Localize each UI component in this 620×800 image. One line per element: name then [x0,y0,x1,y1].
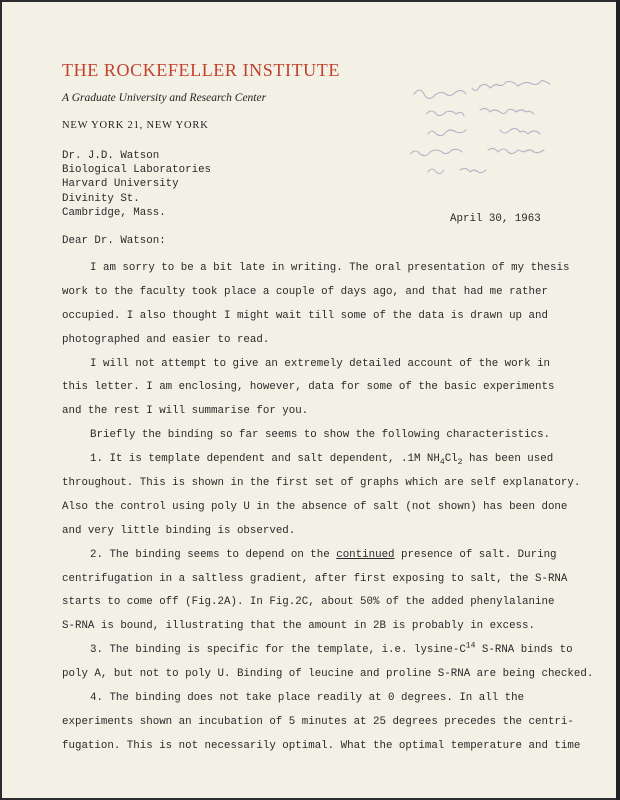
body-line: and very little binding is observed. [62,524,296,537]
subscript: 4 [439,458,445,468]
recipient-address [62,149,211,220]
body-text: 3. The binding is specific for the template, i.e. lysine-C [90,644,466,657]
underlined-word: continued [336,548,395,561]
pencil-annotation [408,80,598,180]
letter-date: April 30, 1963 [450,213,541,225]
recipient-dept: Biological Laboratories [62,164,212,177]
body-line: starts to come off (Fig.2A). In Fig.2C, about 50% of the added phenylalanine [62,596,555,609]
body-line: Briefly the binding so far seems to show the following characteristics. [90,429,551,442]
subscript: 2 [457,458,463,468]
scan-border [616,0,620,800]
body-line: I am sorry to be a bit late in writing. The oral presentation of my thesis [90,262,570,274]
body-line: poly A, but not to poly U. Binding of leucine and proline S-RNA are being checked. [62,668,594,681]
recipient-institution: Harvard University [62,178,179,191]
letter-body [62,261,594,763]
body-text: 2. The binding seems to depend on the [90,548,337,561]
letterhead-subtitle: A Graduate University and Research Center [62,92,267,104]
body-text: 1. It is template dependent and salt dependent, .1M NH [90,453,440,466]
letterhead-city: NEW YORK 21, NEW YORK [62,120,209,131]
body-line: centrifugation in a saltless gradient, after first exposing to salt, the S-RNA [62,572,568,585]
body-line: S-RNA is bound, illustrating that the amount in 2B is probably in excess. [62,620,535,633]
body-line [62,548,562,572]
body-line: occupied. I also thought I might wait till some of the data is drawn up and [62,309,548,322]
body-line: photographed and easier to read. [62,333,270,346]
body-text: has been used [462,453,554,466]
body-line [62,641,573,667]
recipient-city: Cambridge, Mass. [62,206,166,219]
body-line: this letter. I am enclosing, however, data for some of the basic experiments [62,381,555,394]
body-line: throughout. This is shown in the first set of graphs which are self explanatory. [62,477,581,490]
body-text: Cl [444,453,458,466]
body-line: work to the faculty took place a couple of days ago, and that had me rather [62,285,548,298]
letterhead-name: THE ROCKEFELLER INSTITUTE [62,60,340,80]
recipient-name: Dr. J.D. Watson [62,150,160,162]
body-line: experiments shown an incubation of 5 minutes at 25 degrees precedes the centri- [62,715,574,728]
body-line [62,452,562,476]
superscript: 14 [465,641,476,651]
body-line: fugation. This is not necessarily optimal. What the optimal temperature and time [62,739,581,752]
body-line: Also the control using poly U in the absence of salt (not shown) has been done [62,500,568,513]
body-text: presence of salt. During [394,548,557,561]
body-text: S-RNA binds to [475,644,573,657]
recipient-street: Divinity St. [62,192,140,205]
body-line: 4. The binding does not take place readily at 0 degrees. In all the [90,692,525,705]
salutation: Dear Dr. Watson: [62,235,166,247]
body-line: and the rest I will summarise for you. [62,405,309,418]
body-line: I will not attempt to give an extremely detailed account of the work in [90,357,551,370]
